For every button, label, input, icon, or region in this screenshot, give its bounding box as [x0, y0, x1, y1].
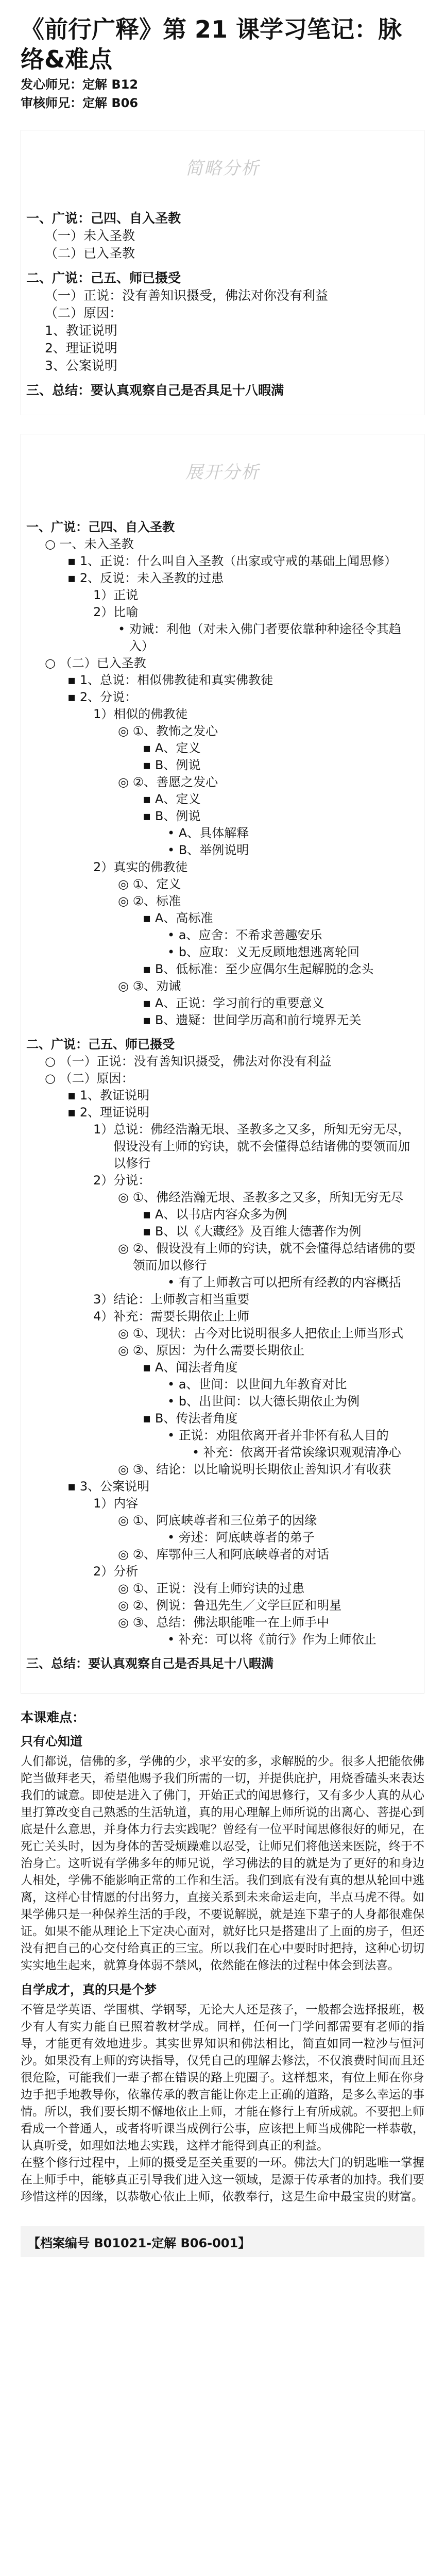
outline-text: 分说： — [113, 1173, 151, 1188]
outline-bullet: ○ — [45, 1054, 60, 1069]
outline-item — [26, 340, 419, 357]
outline-bullet: ◎ — [118, 894, 133, 908]
outline-item — [26, 322, 419, 340]
outline-bullet: ▪ — [67, 1088, 80, 1103]
outline-bullet: ◎ — [118, 1343, 133, 1358]
outline-item — [26, 859, 419, 876]
outline-text: 总结：要认真观察自己是否具足十八暇满 — [52, 383, 284, 398]
detail-outline — [21, 506, 424, 1693]
outline-text: 2、理证说明 — [79, 1105, 150, 1120]
outline-item — [26, 893, 419, 910]
outline-item — [26, 357, 419, 375]
outline-bullet: ◎ — [118, 1581, 133, 1596]
difficult-points — [21, 1709, 424, 2206]
outline-text: a、世间：以世间九年教育对比 — [178, 1377, 347, 1392]
outline-bullet: ◎ — [118, 1547, 133, 1562]
outline-item — [26, 604, 419, 621]
outline-bullet: （一） — [45, 228, 84, 243]
outline-item — [26, 978, 419, 995]
outline-item — [26, 1342, 419, 1359]
outline-bullet: ◎ — [118, 1615, 133, 1630]
outline-item — [26, 245, 419, 262]
outline-item — [26, 876, 419, 893]
outline-bullet: ▪ — [143, 741, 155, 755]
outline-item — [26, 1631, 419, 1648]
outline-text: ①、教怖之发心 — [132, 724, 218, 738]
archive-number: 【档案编号 B01021-定解 B06-001】 — [28, 2235, 251, 2250]
note-section-title: 自学成才，真的只是个梦 — [21, 1982, 157, 1997]
outline-bullet: ◎ — [118, 1598, 133, 1613]
outline-item — [26, 1529, 419, 1546]
outline-text: b、出世间：以大德长期依止为例 — [178, 1394, 360, 1409]
outline-bullet: ◎ — [118, 1326, 133, 1341]
outline-item — [26, 1308, 419, 1325]
outline-text: B、传法者角度 — [155, 1411, 238, 1426]
outline-bullet: ◎ — [118, 1462, 133, 1477]
outline-text: B、遗疑：世间学历高和前行境界无关 — [155, 1013, 362, 1027]
outline-text: A、定义 — [155, 792, 201, 806]
detail-analysis-heading: 展开分析 — [185, 462, 260, 483]
outline-item — [26, 1240, 419, 1274]
outline-text: 总结：要认真观察自己是否具足十八暇满 — [51, 1656, 273, 1671]
outline-text: 真实的佛教徒 — [113, 860, 188, 874]
outline-bullet: ▪ — [67, 1479, 80, 1494]
note-paragraph: 不管是学英语、学围棋、学钢琴，无论大人还是孩子，一般都会选择报班，极少有人有实力能自已照着教材学成。同样，任何一门学问都需要有老师的指导，才能更有效地进步。其实世界知识和佛法相比，简直如同一粒沙与恒河沙。如果没有上师的窍诀指导，仅凭自己的理解去修法，不仅浪费时间而且还很危险，可能我们一辈子都在错误的路上兜圈子。这样想来，有位上师在你身边手把手地教导你，依靠传承的教言能让你走上正确的道路，是多么幸运的事情。所以，我们要长期不懈地依止上师，才能在修行上有所成就。不要把上师看成一个普通人，或者将听课当成例行公事，应该把上师当成佛陀一样恭敬，认真听受，如理如法地去实践，这样才能得到真正的利益。 — [21, 2003, 424, 2153]
outline-item — [26, 740, 419, 757]
notes-heading: 本课难点： — [21, 1710, 85, 1725]
outline-item — [26, 706, 419, 723]
outline-bullet: 1） — [93, 588, 114, 602]
outline-text: 比喻 — [113, 605, 139, 619]
outline-text: ②、善愿之发心 — [132, 775, 218, 789]
outline-text: 内容 — [113, 1496, 139, 1511]
outline-bullet: • — [167, 826, 179, 840]
outline-item — [26, 791, 419, 808]
outline-text: ②、原因：为什么需要长期依止 — [132, 1343, 305, 1358]
outline-bullet: ▪ — [143, 1411, 155, 1426]
outline-item — [26, 1012, 419, 1029]
outline-text: 1、总说：相似佛教徒和真实佛教徒 — [79, 673, 273, 687]
outline-text: ①、阿底峡尊者和三位弟子的因缘 — [132, 1513, 317, 1528]
outline-item — [26, 1070, 419, 1087]
outline-item — [26, 1512, 419, 1529]
outline-text: 结论：上师教言相当重要 — [113, 1292, 250, 1307]
outline-text: 原因： — [83, 306, 123, 320]
outline-bullet: ◎ — [118, 1513, 133, 1528]
outline-item — [26, 808, 419, 825]
outline-text: 补充：需要长期依止上师 — [113, 1309, 250, 1324]
outline-bullet: • — [167, 945, 179, 959]
outline-text: 广说：己五、师已摄受 — [51, 1037, 175, 1052]
outline-item — [26, 1495, 419, 1512]
outline-text: ①、定义 — [132, 877, 181, 891]
outline-bullet: 1、 — [45, 323, 66, 338]
outline-text: A、正说：学习前行的重要意义 — [155, 996, 324, 1010]
outline-text: A、闻法者角度 — [155, 1360, 238, 1375]
outline-item — [26, 1053, 419, 1070]
outline-bullet: ◎ — [118, 775, 133, 789]
sender-line: 发心师兄：定解 B12 — [21, 77, 139, 92]
outline-item — [26, 382, 419, 399]
outline-text: 广说：己四、自入圣教 — [51, 520, 175, 534]
outline-bullet: 三、 — [26, 383, 53, 398]
outline-text: ②、假设没有上师的窍诀，就不会懂得总结诸佛的要领而加以修行 — [132, 1241, 416, 1273]
brief-outline — [21, 210, 424, 415]
outline-bullet: 2） — [93, 860, 114, 874]
outline-bullet: • — [167, 1377, 179, 1392]
outline-bullet: ▪ — [143, 911, 155, 925]
outline-text: 旁述：阿底峡尊者的弟子 — [178, 1530, 315, 1545]
outline-item — [26, 1427, 419, 1444]
outline-item — [26, 927, 419, 944]
outline-item — [26, 1393, 419, 1410]
outline-item — [26, 1580, 419, 1597]
outline-item — [26, 1206, 419, 1223]
outline-text: ②、库鄂仲三人和阿底峡尊者的对话 — [132, 1547, 330, 1562]
archive-footer — [21, 2226, 424, 2257]
outline-bullet: • — [167, 1394, 179, 1409]
outline-item — [26, 1597, 419, 1614]
outline-item — [26, 1563, 419, 1580]
outline-bullet: ▪ — [143, 996, 155, 1010]
outline-bullet: ▪ — [143, 1207, 155, 1222]
outline-bullet: 1） — [93, 1496, 114, 1511]
outline-bullet: 二、 — [26, 270, 53, 285]
outline-bullet: ○ — [45, 1071, 60, 1086]
outline-text: B、以《大藏经》及百维大德著作为例 — [155, 1224, 362, 1239]
outline-item — [26, 944, 419, 961]
outline-bullet: 三、 — [26, 1656, 51, 1671]
outline-item — [26, 1036, 419, 1053]
outline-bullet: ◎ — [118, 979, 133, 993]
outline-text: ③、结论：以比喻说明长期依止善知识才有收获 — [132, 1462, 391, 1477]
outline-bullet: 二、 — [26, 1037, 51, 1052]
outline-text: 1、正说：什么叫自入圣教（出家或守戒的基础上闻思修） — [79, 554, 397, 568]
outline-item — [26, 995, 419, 1012]
outline-text: 总说：佛经浩瀚无垠、圣教多之又多，所知无穷无尽，假设没有上师的窍诀，就不会懂得总结诸佛的要领而加以修行 — [113, 1122, 410, 1171]
outline-text: B、例说 — [155, 809, 201, 823]
outline-bullet: ◎ — [118, 724, 133, 738]
outline-text: 正说：没有善知识摄受，佛法对你没有利益 — [83, 288, 329, 303]
outline-bullet: ▪ — [143, 792, 155, 806]
outline-bullet: ▪ — [143, 1224, 155, 1239]
outline-item — [26, 672, 419, 689]
outline-text: ①、现状：古今对比说明很多人把依止上师当形式 — [132, 1326, 404, 1341]
outline-text: 2、分说： — [79, 690, 138, 704]
outline-text: 正说 — [113, 588, 139, 602]
outline-text: B、低标准：至少应偶尔生起解脱的念头 — [155, 962, 374, 976]
outline-item — [26, 757, 419, 774]
outline-text: 补充：依离开者常诶缘识观观清净心 — [203, 1445, 401, 1460]
outline-item — [26, 519, 419, 536]
outline-text: B、例说 — [155, 758, 201, 772]
outline-text: 广说：己四、自入圣教 — [52, 211, 181, 226]
brief-analysis-heading: 简略分析 — [185, 158, 260, 179]
outline-text: 教证说明 — [65, 323, 117, 338]
detail-analysis-box — [21, 434, 424, 1693]
outline-text: 已入圣教 — [83, 246, 135, 261]
outline-item — [26, 1087, 419, 1104]
outline-text: 3、公案说明 — [79, 1479, 150, 1494]
outline-item — [26, 1104, 419, 1121]
outline-text: 一、未入圣教 — [59, 537, 134, 551]
outline-bullet: 1） — [93, 1122, 114, 1137]
outline-item — [26, 1291, 419, 1308]
outline-bullet: ○ — [45, 537, 60, 551]
outline-item — [26, 1121, 419, 1172]
note-paragraph: 人们都说，信佛的多，学佛的少，求平安的多，求解脱的少。很多人把能依佛陀当做拜老天，希望他赐予我们所需的一切，并提供庇护，用烧香磕头来表达我们的诚意。即使是进入了佛门，开始正式的闻思修行，又有多少人真的从心里打算改变自己熟悉的生活轨道，真的用心理解上师所说的出离心、菩提心到底是什么意思，并身体力行去实践呢？曾经有一位平时闻思修很好的师兄，在死亡关头时，因为身体的苦受烦躁难以忍受，让师兄们将他送来医院，终于不治身亡。这听说有学佛多年的师兄说，学习佛法的目的就是为了更好的和身边人相处，学佛不能影响正常的工作和生活。我们到底有没有真的想从轮回中逃离，这样心甘情愿的付出努力，直接关系到未来命运走向，半点马虎不得。如果学佛只是一种保养生活的手段，不要说解脱，就是连下辈子的人身都很难保证。如果不能从理论上下定决心面对，就好比只是搭建出了上面的房子，但还没有把自己的心交付给真正的三宝。所以我们在心中要时时把持，这种心切切实实地生起来，就算身体弱不禁风，依然能在修法的过程中体会到法喜。 — [21, 1755, 424, 1972]
outline-item — [26, 1461, 419, 1478]
outline-text: （一）正说：没有善知识摄受，佛法对你没有利益 — [59, 1054, 332, 1069]
outline-bullet: • — [167, 1275, 179, 1290]
outline-text: 2、反说：未入圣教的过患 — [79, 571, 224, 585]
outline-bullet: • — [167, 1530, 179, 1545]
outline-text: 理证说明 — [65, 341, 117, 355]
outline-item — [26, 723, 419, 740]
outline-item — [26, 570, 419, 587]
outline-text: 公案说明 — [65, 358, 117, 373]
outline-text: A、高标准 — [155, 911, 213, 925]
outline-text: A、以书店内容众多为例 — [155, 1207, 287, 1222]
outline-bullet: 1） — [93, 707, 114, 721]
outline-text: 有了上师教言可以把所有经教的内容概括 — [178, 1275, 401, 1290]
reviewer-line: 审核师兄：定解 B06 — [21, 96, 139, 110]
outline-bullet: 2） — [93, 1173, 114, 1188]
outline-bullet: ▪ — [67, 554, 80, 568]
outline-bullet: （一） — [45, 288, 84, 303]
outline-bullet: ▪ — [143, 1013, 155, 1027]
outline-bullet: • — [167, 1632, 179, 1647]
outline-text: 广说：己五、师已摄受 — [52, 270, 181, 285]
outline-text: ②、标准 — [132, 894, 181, 908]
outline-item — [26, 1189, 419, 1206]
outline-item — [26, 689, 419, 706]
outline-item — [26, 1410, 419, 1427]
outline-bullet: 一、 — [26, 211, 53, 226]
outline-item — [26, 1359, 419, 1376]
outline-item — [26, 287, 419, 304]
page-title: 《前行广释》第 21 课学习笔记：脉络&难点 — [21, 15, 402, 73]
outline-item — [26, 1655, 419, 1672]
outline-bullet: ▪ — [67, 673, 80, 687]
outline-text: 补充：可以将《前行》作为上师依止 — [178, 1632, 376, 1647]
outline-bullet: 4） — [93, 1309, 114, 1324]
outline-bullet: • — [118, 622, 129, 636]
outline-bullet: • — [167, 843, 179, 857]
outline-item — [26, 553, 419, 570]
outline-text: ②、例说：鲁迅先生／文学巨匠和明星 — [132, 1598, 342, 1613]
outline-bullet: ◎ — [118, 1190, 133, 1205]
note-section-title: 只有心知道 — [21, 1734, 82, 1749]
outline-text: b、应取：义无反顾地想逃离轮回 — [178, 945, 360, 959]
outline-bullet: （二） — [45, 306, 84, 320]
outline-item — [26, 961, 419, 978]
outline-bullet: • — [192, 1445, 203, 1460]
outline-bullet: ▪ — [67, 1105, 80, 1120]
outline-bullet: ▪ — [143, 962, 155, 976]
outline-item — [26, 1325, 419, 1342]
outline-item — [26, 269, 419, 287]
outline-text: 劝诫：利他（对未入佛门者要依靠种种途径令其趋入） — [129, 622, 401, 653]
outline-bullet: ▪ — [143, 1360, 155, 1375]
outline-bullet: • — [167, 928, 179, 942]
outline-item — [26, 910, 419, 927]
outline-item — [26, 1376, 419, 1393]
outline-bullet: ▪ — [67, 690, 80, 704]
outline-item — [26, 587, 419, 604]
outline-bullet: ◎ — [118, 877, 133, 891]
outline-item — [26, 621, 419, 655]
outline-item — [26, 655, 419, 672]
outline-bullet: ▪ — [143, 809, 155, 823]
outline-text: ①、佛经浩瀚无垠、圣教多之又多，所知无穷无尽 — [132, 1190, 404, 1205]
outline-text: （二）原因： — [59, 1071, 134, 1086]
outline-text: 未入圣教 — [83, 228, 135, 243]
outline-text: A、定义 — [155, 741, 201, 755]
outline-item — [26, 304, 419, 322]
outline-bullet: ▪ — [67, 571, 80, 585]
outline-text: A、具体解释 — [178, 826, 249, 840]
outline-item — [26, 1274, 419, 1291]
outline-bullet: 2） — [93, 1564, 114, 1579]
outline-bullet: ◎ — [118, 1241, 133, 1256]
outline-text: ①、正说：没有上师窍诀的过患 — [132, 1581, 305, 1596]
outline-bullet: （二） — [45, 246, 84, 261]
outline-bullet: • — [167, 1428, 179, 1443]
outline-item — [26, 1614, 419, 1631]
outline-item — [26, 536, 419, 553]
outline-text: 正说：劝阻依离开者并非怀有私人目的 — [178, 1428, 389, 1443]
outline-text: B、举例说明 — [178, 843, 249, 857]
outline-item — [26, 1172, 419, 1189]
outline-item — [26, 842, 419, 859]
outline-item — [26, 825, 419, 842]
outline-text: 分析 — [113, 1564, 139, 1579]
outline-item — [26, 1223, 419, 1240]
outline-item — [26, 1444, 419, 1461]
outline-text: ③、劝诫 — [132, 979, 181, 993]
outline-bullet: 一、 — [26, 520, 51, 534]
outline-text: ③、总结：佛法职能唯一在上师手中 — [132, 1615, 330, 1630]
outline-item — [26, 227, 419, 245]
outline-text: 相似的佛教徒 — [113, 707, 188, 721]
outline-text: a、应舍：不希求善趣安乐 — [178, 928, 322, 942]
outline-item — [26, 1546, 419, 1563]
outline-bullet: ▪ — [143, 758, 155, 772]
outline-bullet: 3、 — [45, 358, 66, 373]
outline-item — [26, 774, 419, 791]
outline-item — [26, 1478, 419, 1495]
outline-text: （二）已入圣教 — [59, 656, 146, 670]
outline-bullet: 3） — [93, 1292, 114, 1307]
note-paragraph: 在整个修行过程中，上师的摄受是至关重要的一环。佛法大门的钥匙唯一掌握在上师手中，能够真正引导我们进入这一领域，是源于传承者的加持。我们要珍惜这样的因缘，以恭敬心依止上师，依教奉行，这是生命中最宝贵的财富。 — [21, 2156, 424, 2204]
outline-bullet: 2、 — [45, 341, 66, 355]
brief-analysis-box — [21, 130, 424, 415]
outline-item — [26, 210, 419, 227]
outline-bullet: ○ — [45, 656, 60, 670]
outline-bullet: 2） — [93, 605, 114, 619]
outline-text: 1、教证说明 — [79, 1088, 150, 1103]
